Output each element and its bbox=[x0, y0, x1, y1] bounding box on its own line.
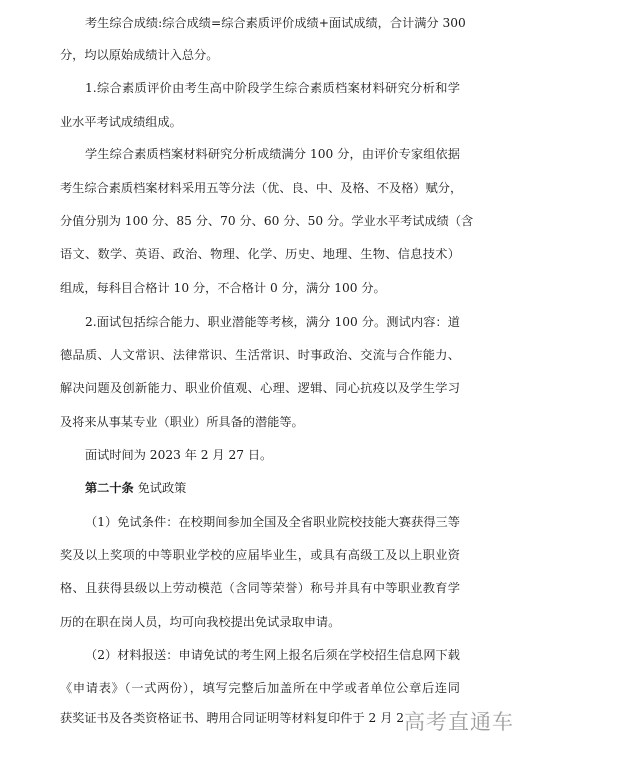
article-number: 第二十条 bbox=[85, 481, 134, 495]
paragraph-line: 及将来从事某专业（职业）所具备的潜能等。 bbox=[60, 415, 304, 429]
paragraph-line: 格、且获得县级以上劳动模范（含同等荣誉）称号并具有中等职业教育学 bbox=[60, 581, 460, 595]
paragraph-line: 历的在职在岗人员，均可向我校提出免试录取申请。 bbox=[60, 615, 341, 629]
article-title: 免试政策 bbox=[137, 481, 187, 495]
paragraph-line: 德品质、人文常识、法律常识、生活常识、时事政治、交流与合作能力、 bbox=[60, 348, 460, 362]
paragraph-line: 语文、数学、英语、政治、物理、化学、历史、地理、生物、信息技术） bbox=[60, 247, 460, 261]
paragraph-line: 分，均以原始成绩计入总分。 bbox=[60, 48, 219, 62]
paragraph-line: 考生综合成绩:综合成绩=综合素质评价成绩+面试成绩，合计满分 300 bbox=[85, 16, 466, 30]
paragraph-line: （2）材料报送：申请免试的考生网上报名后须在学校招生信息网下载 bbox=[85, 648, 460, 662]
watermark: 高考直通车 bbox=[404, 710, 514, 734]
paragraph-line: 奖及以上奖项的中等职业学校的应届毕业生，或具有高级工及以上职业资 bbox=[60, 548, 460, 562]
paragraph-line: 1.综合素质评价由考生高中阶段学生综合素质档案材料研究分析和学 bbox=[85, 81, 460, 95]
paragraph-line: 《申请表》（一式两份），填写完整后加盖所在中学或者单位公章后连同 bbox=[60, 681, 460, 695]
paragraph-line: （1）免试条件：在校期间参加全国及全省职业院校技能大赛获得三等 bbox=[85, 515, 460, 529]
paragraph-line: 解决问题及创新能力、职业价值观、心理、逻辑、同心抗疫以及学生学习 bbox=[60, 381, 460, 395]
article-heading bbox=[85, 480, 460, 496]
paragraph-line: 学生综合素质档案材料研究分析成绩满分 100 分，由评价专家组依据 bbox=[85, 147, 460, 161]
paragraph-line: 业水平考试成绩组成。 bbox=[60, 115, 182, 129]
paragraph-line: 2.面试包括综合能力、职业潜能等考核，满分 100 分。测试内容：道 bbox=[85, 315, 460, 329]
paragraph-line: 分值分别为 100 分、85 分、70 分、60 分、50 分。学业水平考试成绩（含 bbox=[60, 214, 474, 228]
interview-date: 面试时间为 2023 年 2 月 27 日。 bbox=[85, 448, 273, 462]
paragraph-line: 考生综合素质档案材料采用五等分法（优、良、中、及格、不及格）赋分， bbox=[60, 181, 463, 195]
paragraph-line: 获奖证书及各类资格证书、聘用合同证明等材料复印件于 2 月 2 bbox=[60, 711, 405, 725]
paragraph-line: 组成，每科目合格计 10 分，不合格计 0 分，满分 100 分。 bbox=[60, 281, 386, 295]
